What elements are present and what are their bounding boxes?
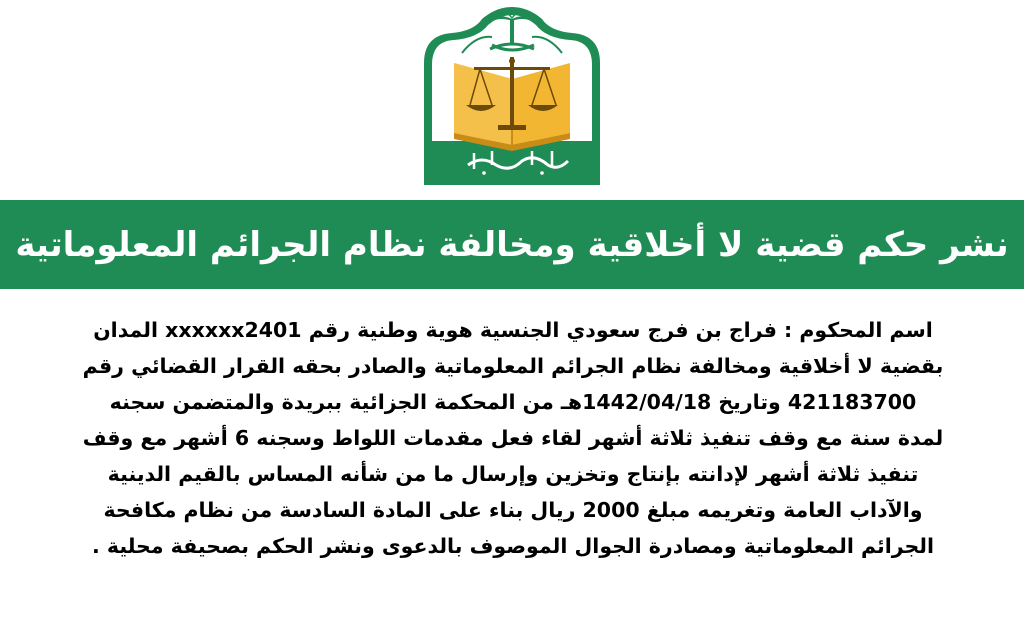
judgment-text — [22, 312, 1004, 632]
judgment-line: الجرائم المعلوماتية ومصادرة الجوال الموصوف بالدعوى ونشر الحكم بصحيفة محلية . — [91, 534, 935, 558]
judgment-line: لمدة سنة مع وقف تنفيذ ثلاثة أشهر لقاء فعل مقدمات اللواط وسجنه 6 أشهر مع وقف — [82, 426, 944, 450]
judgment-line: بقضية لا أخلاقية ومخالفة نظام الجرائم المعلوماتية والصادر بحقه القرار القضائي رقم — [82, 354, 944, 378]
judgment-line: تنفيذ ثلاثة أشهر لإدانته بإنتاج وتخزين وإرسال ما من شأنه المساس بالقيم الدينية — [107, 462, 919, 486]
ministry-logo — [422, 5, 602, 185]
judgment-line: والآداب العامة وتغريمه مبلغ 2000 ريال بناء على المادة السادسة من نظام مكافحة — [103, 498, 923, 522]
title-banner — [0, 200, 1024, 289]
ministry-of-justice-emblem-icon — [422, 5, 602, 185]
judgment-line: اسم المحكوم : فراج بن فرج سعودي الجنسية هوية وطنية رقم xxxxxx2401 المدان — [93, 318, 933, 342]
judgment-line: 421183700 وتاريخ 1442/04/18هـ من المحكمة الجزائية ببريدة والمتضمن سجنه — [109, 390, 917, 414]
page-title: نشر حكم قضية لا أخلاقية ومخالفة نظام الجرائم المعلوماتية — [15, 224, 1009, 265]
